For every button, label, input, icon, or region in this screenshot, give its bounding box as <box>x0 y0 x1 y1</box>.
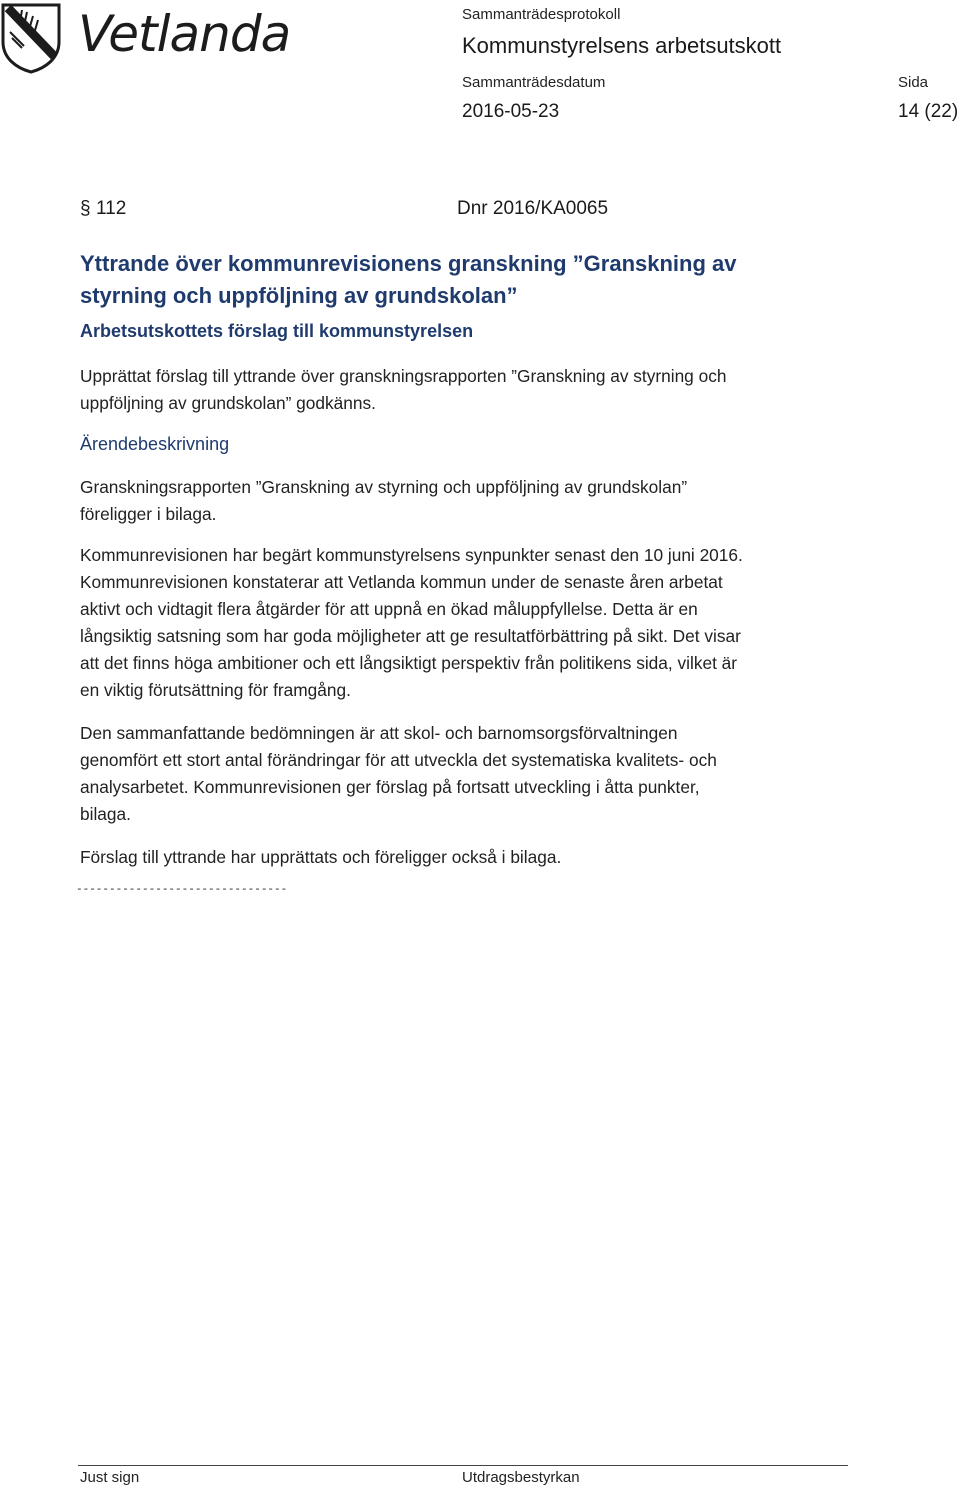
section-number: 112 <box>96 198 127 219</box>
diary-number: Dnr 2016/KA0065 <box>457 198 609 219</box>
description-heading: Ärendebeskrivning <box>80 434 230 454</box>
description-paragraph-3-line-3: analysarbetet. Kommunrevisionen ger förslag på fortsatt utveckling i åtta punkter, <box>80 777 700 797</box>
meeting-date-value: 2016-05-23 <box>462 101 560 122</box>
description-paragraph-4: Förslag till yttrande har upprättats och föreligger också i bilaga. <box>80 847 562 867</box>
committee-name: Kommunstyrelsens arbetsutskott <box>462 33 782 58</box>
description-paragraph-3-line-4: bilaga. <box>80 804 131 824</box>
document-type: Sammanträdesprotokoll <box>462 6 621 23</box>
description-paragraph-2-line-4: långsiktig satsning som har goda möjligheter att ge resultatförbättring på sikt. Det visar <box>80 626 741 646</box>
coat-of-arms-icon <box>0 2 62 74</box>
proposal-heading: Arbetsutskottets förslag till kommunstyrelsen <box>80 321 474 341</box>
description-paragraph-2-line-5: att det finns höga ambitioner och ett långsiktigt perspektiv från politikens sida, vilket är <box>80 653 738 673</box>
description-paragraph-1-line-1: Granskningsrapporten ”Granskning av styrning och uppföljning av grundskolan” <box>80 477 688 497</box>
description-paragraph-3-line-1: Den sammanfattande bedömningen är att skol- och barnomsorgsförvaltningen <box>80 723 678 743</box>
description-paragraph-1-line-2: föreligger i bilaga. <box>80 504 217 524</box>
separator-line: -------------------------------- <box>76 884 288 896</box>
footer-signature-label: Just sign <box>80 1469 140 1486</box>
description-paragraph-2-line-3: aktivt och vidtagit flera åtgärder för att uppnå en ökad måluppfyllelse. Detta är en <box>80 599 698 619</box>
description-paragraph-3-line-2: genomfört ett stort antal förändringar för att utveckla det systematiska kvalitets- och <box>80 750 717 770</box>
description-paragraph-2-line-2: Kommunrevisionen konstaterar att Vetlanda kommun under de senaste åren arbetat <box>80 572 723 592</box>
footer-certification-label: Utdragsbestyrkan <box>462 1469 580 1486</box>
description-paragraph-2-line-6: en viktig förutsättning för framgång. <box>80 680 351 700</box>
section-symbol: § <box>80 198 91 219</box>
proposal-text-line-2: uppföljning av grundskolan” godkänns. <box>80 393 376 413</box>
proposal-text-line-1: Upprättat förslag till yttrande över granskningsrapporten ”Granskning av styrning och <box>80 366 727 386</box>
footer-divider <box>78 1465 848 1466</box>
logo-wordmark: Vetlanda <box>78 5 291 63</box>
page-number: 14 (22) <box>898 101 959 122</box>
matter-title-line-1: Yttrande över kommunrevisionens granskning ”Granskning av <box>80 251 737 276</box>
matter-title-line-2: styrning och uppföljning av grundskolan” <box>80 283 518 308</box>
meeting-date-label: Sammanträdesdatum <box>462 74 606 91</box>
page-label: Sida <box>898 74 929 91</box>
description-paragraph-2-line-1: Kommunrevisionen har begärt kommunstyrelsens synpunkter senast den 10 juni 2016. <box>80 545 743 565</box>
